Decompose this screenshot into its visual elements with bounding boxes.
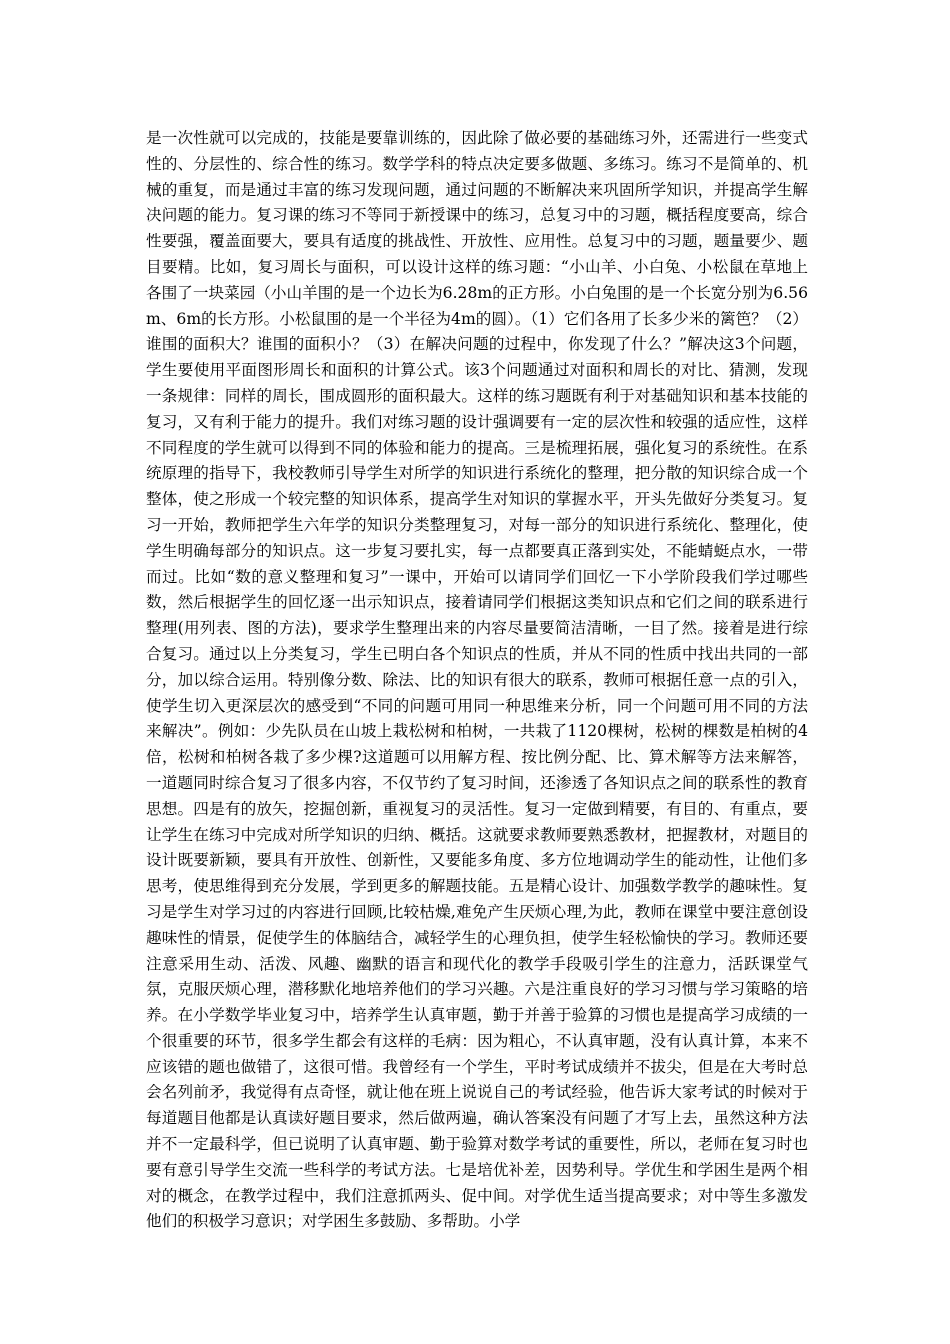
body-paragraph: 是一次性就可以完成的，技能是要靠训练的，因此除了做必要的基础练习外，还需进行一些变式性的、分层性的、综合性的练习。数学学科的特点决定要多做题、多练习。练习不是简单的、机械的重复，而是通过丰富的练习发现问题，通过问题的不断解决来巩固所学知识，并提高学生解决问题的能力。复习课的练习不等同于新授课中的练习，总复习中的习题，概括程度要高，综合性要强，覆盖面要大，要具有适度的挑战性、开放性、应用性。总复习中的习题，题量要少、题目要精。比如，复习周长与面积，可以设计这样的练习题：“小山羊、小白兔、小松鼠在草地上各围了一块菜园（小山羊围的是一个边长为6.28m的正方形。小白兔围的是一个长宽分别为6.56m、6m的长方形。小松鼠围的是一个半径为4m的圆）。（1）它们各用了长多少米的篱笆？（2）谁围的面积大？谁围的面积小？（3）在解决问题的过程中，你发现了什么？”解决这3个问题，学生要使用平面图形周长和面积的计算公式。该3个问题通过对面积和周长的对比、猜测，发现一条规律：同样的周长，围成圆形的面积最大。这样的练习题既有利于对基础知识和基本技能的复习，又有利于能力的提升。我们对练习题的设计强调要有一定的层次性和较强的适应性，这样不同程度的学生就可以得到不同的体验和能力的提高。三是梳理拓展，强化复习的系统性。在系统原理的指导下，我校教师引导学生对所学的知识进行系统化的整理，把分散的知识综合成一个整体，使之形成一个较完整的知识体系，提高学生对知识的掌握水平，开头先做好分类复习。复习一开始，教师把学生六年学的知识分类整理复习，对每一部分的知识进行系统化、整理化，使学生明确每部分的知识点。这一步复习要扎实，每一点都要真正落到实处，不能蜻蜓点水，一带而过。比如“数的意义整理和复习”一课中，开始可以请同学们回忆一下小学阶段我们学过哪些数，然后根据学生的回忆逐一出示知识点，接着请同学们根据这类知识点和它们之间的联系进行整理(用列表、图的方法)，要求学生整理出来的内容尽量要简洁清晰，一目了然。接着是进行综合复习。通过以上分类复习，学生已明白各个知识点的性质，并从不同的性质中找出共同的一部分，加以综合运用。特别像分数、除法、比的知识有很大的联系，教师可根据任意一点的引入，使学生切入更深层次的感受到“不同的问题可用同一种思维来分析，同一个问题可用不同的方法来解决”。例如：少先队员在山坡上栽松树和柏树，一共栽了1120棵树，松树的棵数是柏树的4倍，松树和柏树各栽了多少棵?这道题可以用解方程、按比例分配、比、算术解等方法来解答，一道题同时综合复习了很多内容，不仅节约了复习时间，还渗透了各知识点之间的联系性的教育思想。四是有的放矢，挖掘创新，重视复习的灵活性。复习一定做到精要，有目的、有重点，要让学生在练习中完成对所学知识的归纳、概括。这就要求教师要熟悉教材，把握教材，对题目的设计既要新颖，要具有开放性、创新性，又要能多角度、多方位地调动学生的能动性，让他们多思考，使思维得到充分发展，学到更多的解题技能。五是精心设计、加强数学教学的趣味性。复习是学生对学习过的内容进行回顾,比较枯燥,难免产生厌烦心理,为此，教师在课堂中要注意创设趣味性的情景，促使学生的体脑结合，减轻学生的心理负担，使学生轻松愉快的学习。教师还要注意采用生动、活泼、风趣、幽默的语言和现代化的教学手段吸引学生的注意力，活跃课堂气氛，克服厌烦心理，潜移默化地培养他们的学习兴趣。六是注重良好的学习习惯与学习策略的培养。在小学数学毕业复习中，培养学生认真审题，勤于并善于验算的习惯也是提高学习成绩的一个很重要的环节，很多学生都会有这样的毛病：因为粗心，不认真审题，没有认真计算，本来不应该错的题也做错了，这很可惜。我曾经有一个学生，平时考试成绩并不拔尖，但是在大考时总会名列前矛，我觉得有点奇怪，就让他在班上说说自己的考试经验，他告诉大家考试的时候对于每道题目他都是认真读好题目要求，然后做两遍，确认答案没有问题了才写上去，虽然这种方法并不一定最科学，但已说明了认真审题、勤于验算对数学考试的重要性，所以，老师在复习时也要有意引导学生交流一些科学的考试方法。七是培优补差，因势利导。学优生和学困生是两个相对的概念，在教学过程中，我们注意抓两头、促中间。对学优生适当提高要求；对中等生多激发他们的积极学习意识；对学困生多鼓励、多帮助。小学 xyxy=(146,129,808,1231)
